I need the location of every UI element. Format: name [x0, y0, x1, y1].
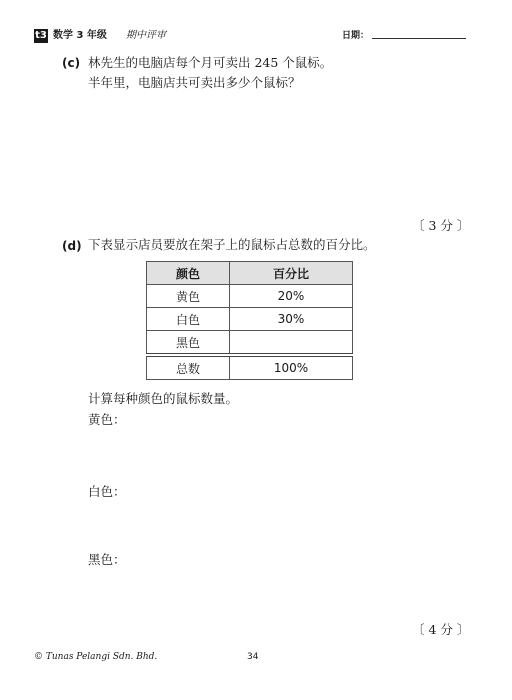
publisher-logo: t3	[35, 30, 47, 41]
question-d-intro: 下表显示店员要放在架子上的鼠标占总数的百分比。	[88, 237, 376, 252]
answer-label-yellow: 黄色：	[88, 412, 126, 427]
answer-label-black: 黑色：	[88, 552, 126, 567]
header-percent: 百分比	[230, 262, 353, 285]
row-color: 黄色	[147, 285, 230, 308]
total-percent: 100%	[230, 355, 353, 380]
row-color: 黑色	[147, 331, 230, 356]
answer-label-white: 白色：	[88, 484, 126, 499]
date-line	[372, 38, 466, 39]
row-percent: 30%	[230, 308, 353, 331]
row-percent: 20%	[230, 285, 353, 308]
table-header-row	[147, 262, 353, 285]
copyright-text: © Tunas Pelangi Sdn. Bhd.	[34, 652, 158, 662]
question-d-marks: 〔 4 分 〕	[412, 622, 470, 637]
subject-label: 数学 3 年级	[53, 30, 107, 41]
question-c-line-1: 林先生的电脑店每个月可卖出 245 个鼠标。	[88, 55, 333, 70]
table-row	[147, 308, 353, 331]
test-label: 期中评审	[126, 30, 166, 41]
question-c-line-2: 半年里，电脑店共可卖出多少个鼠标？	[88, 75, 301, 90]
date-label: 日期：	[342, 31, 370, 41]
row-color: 白色	[147, 308, 230, 331]
page-number: 34	[247, 652, 259, 662]
question-c-marks: 〔 3 分 〕	[412, 218, 470, 233]
question-d-instruction: 计算每种颜色的鼠标数量。	[88, 391, 239, 406]
question-d-letter: (d)	[62, 239, 82, 253]
question-c-letter: (c)	[62, 56, 81, 70]
table-row	[147, 285, 353, 308]
total-label: 总数	[147, 355, 230, 380]
header-color: 颜色	[147, 262, 230, 285]
percentage-table	[146, 261, 353, 380]
row-percent-blank	[230, 331, 353, 356]
table-row	[147, 331, 353, 356]
table-total-row	[147, 355, 353, 380]
